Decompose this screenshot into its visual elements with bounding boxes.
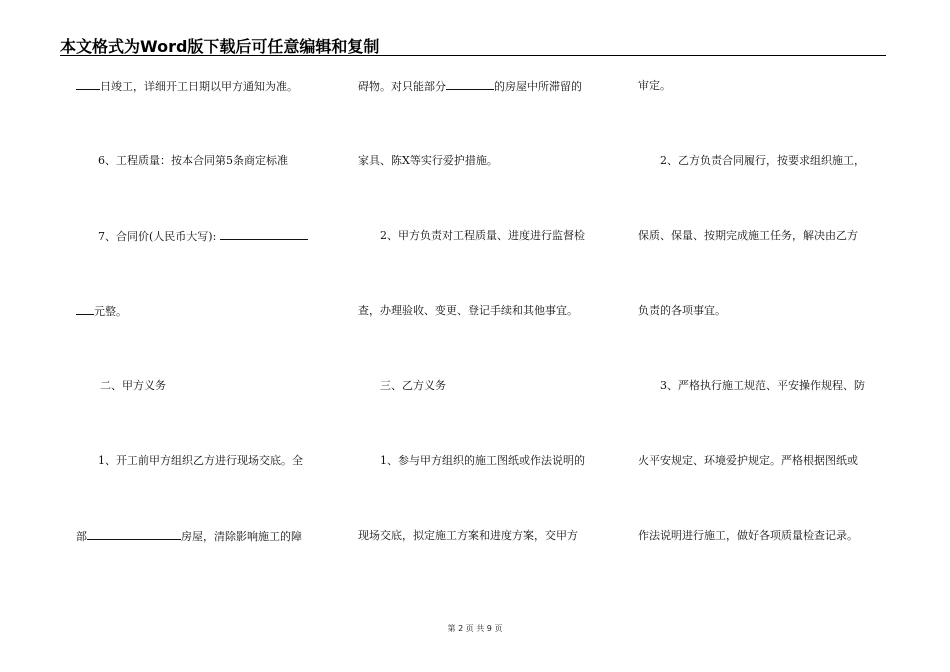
text-line: 日竣工，详细开工日期以甲方通知为准。 [76,79,298,93]
text-line: 碍物。对只能部分 的房屋中所滞留的 [358,80,582,93]
blank-underline [220,229,308,240]
text-line: 审定。 [638,79,671,92]
text-line: 现场交底，拟定施工方案和进度方案，交甲方 [358,529,578,542]
text-line: 3、严格执行施工规范、平安操作规程、防 [660,379,865,392]
text-line: 作法说明进行施工，做好各项质量检查记录。 [638,529,858,542]
text-line: 火平安规定、环境爱护规定。严格根据图纸或 [638,454,858,467]
text-line: 2、乙方负责合同履行，按要求组织施工， [660,154,865,167]
text-line: 保质、保量、按期完成施工任务，解决由乙方 [638,229,858,242]
text-line: 7、合同价(人民币大写): [98,229,308,243]
text-line: 元整。 [76,304,127,318]
section-heading: 二、甲方义务 [100,379,166,392]
text-line: 负责的各项事宜。 [638,304,726,317]
text-line: 查，办理验收、变更、登记手续和其他事宜。 [358,304,578,317]
blank-underline [446,79,494,90]
blank-underline [87,529,181,540]
section-heading: 三、乙方义务 [380,379,446,392]
page-number-footer: 第 2 页 共 9 页 [447,624,503,633]
text-line: 1、开工前甲方组织乙方进行现场交底。全 [98,454,303,467]
blank-underline [76,79,100,90]
text-line: 家具、陈X等实行爱护措施。 [358,154,498,167]
text-line: 2、甲方负责对工程质量、进度进行监督检 [380,229,585,242]
header-divider [60,55,886,56]
text-line: 部 房屋，清除影响施工的障 [76,530,302,543]
text-line: 1、参与甲方组织的施工图纸或作法说明的 [380,454,585,467]
text-line: 6、工程质量：按本合同第5条商定标准 [98,154,288,167]
blank-underline [76,304,94,315]
document-header-title: 本文格式为Word版下载后可任意编辑和复制 [60,37,380,56]
